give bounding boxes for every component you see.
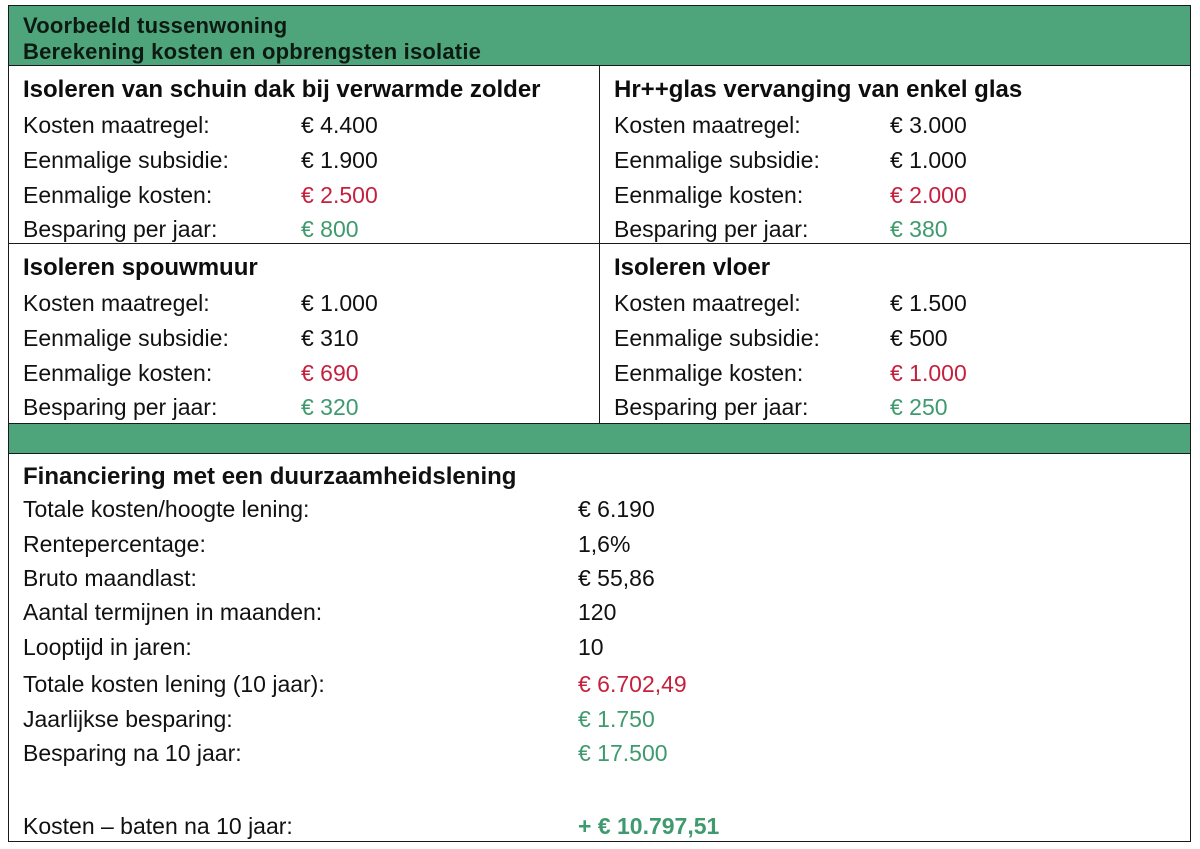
calculation-table <box>8 5 1191 842</box>
row-value: € 1.000 <box>890 147 967 173</box>
financing-row <box>23 671 1123 701</box>
financing-row <box>23 496 1123 526</box>
measure-title: Isoleren vloer <box>614 254 771 281</box>
measure-cavity-wall <box>9 244 600 423</box>
row-value: € 800 <box>301 216 359 242</box>
green-divider-bar <box>9 423 1190 454</box>
row-value: 10 <box>578 634 604 660</box>
row-value: 1,6% <box>578 531 631 557</box>
financing-row <box>23 531 1123 561</box>
row-value: € 17.500 <box>578 740 668 766</box>
row-value: € 380 <box>890 216 948 242</box>
row-value: € 3.000 <box>890 112 967 138</box>
measure-title: Isoleren spouwmuur <box>23 254 258 281</box>
financing-row <box>23 565 1123 595</box>
table-header <box>9 6 1190 66</box>
row-label: Eenmalige subsidie: <box>614 325 820 351</box>
row-label: Eenmalige subsidie: <box>23 147 229 173</box>
row-value: € 1.000 <box>301 290 378 316</box>
financing-row <box>23 634 1123 664</box>
row-label: Eenmalige kosten: <box>614 360 804 386</box>
measure-title: Hr++glas vervanging van enkel glas <box>614 76 1023 103</box>
row-label: Kosten maatregel: <box>614 290 801 316</box>
financing-section <box>9 454 1190 841</box>
measure-glass <box>600 66 1190 244</box>
row-label: Kosten maatregel: <box>23 290 210 316</box>
row-label: Besparing per jaar: <box>614 216 809 242</box>
header-title: Voorbeeld tussenwoning <box>23 13 288 38</box>
row-value: € 320 <box>301 394 359 420</box>
row-label: Eenmalige kosten: <box>23 182 213 208</box>
row-label: Besparing na 10 jaar: <box>23 740 242 766</box>
row-value: € 1.900 <box>301 147 378 173</box>
row-label: Aantal termijnen in maanden: <box>23 599 323 625</box>
row-value: € 6.190 <box>578 496 655 522</box>
financing-row <box>23 740 1123 770</box>
row-label: Bruto maandlast: <box>23 565 197 591</box>
row-label: Jaarlijkse besparing: <box>23 706 233 732</box>
measure-title: Isoleren van schuin dak bij verwarmde zolder <box>23 76 541 103</box>
row-label: Eenmalige subsidie: <box>614 147 820 173</box>
row-label: Eenmalige kosten: <box>614 182 804 208</box>
row-label: Looptijd in jaren: <box>23 634 192 660</box>
financing-title: Financiering met een duurzaamheidslening <box>23 463 517 490</box>
cost-benefit-row <box>23 813 1123 843</box>
row-label: Besparing per jaar: <box>23 394 218 420</box>
row-label: Totale kosten/hoogte lening: <box>23 496 310 522</box>
row-value: € 4.400 <box>301 112 378 138</box>
header-subtitle: Berekening kosten en opbrengsten isolatie <box>23 39 482 64</box>
row-label: Eenmalige kosten: <box>23 360 213 386</box>
row-label: Totale kosten lening (10 jaar): <box>23 671 325 697</box>
row-value: € 1.500 <box>890 290 967 316</box>
row-label: Eenmalige subsidie: <box>23 325 229 351</box>
row-label: Rentepercentage: <box>23 531 206 557</box>
row-value: € 55,86 <box>578 565 655 591</box>
row-value: € 310 <box>301 325 359 351</box>
row-label: Kosten maatregel: <box>23 112 210 138</box>
measure-floor <box>600 244 1190 423</box>
row-value: € 250 <box>890 394 948 420</box>
row-value: € 1.000 <box>890 360 967 386</box>
measures-grid <box>9 66 1190 423</box>
row-value: € 2.500 <box>301 182 378 208</box>
row-value: € 690 <box>301 360 359 386</box>
row-label: Kosten maatregel: <box>614 112 801 138</box>
row-value: 120 <box>578 599 617 625</box>
row-label: Besparing per jaar: <box>614 394 809 420</box>
row-value: € 500 <box>890 325 948 351</box>
measure-roof <box>9 66 600 244</box>
row-value: € 1.750 <box>578 706 655 732</box>
row-value: € 6.702,49 <box>578 671 687 697</box>
row-label: Besparing per jaar: <box>23 216 218 242</box>
financing-row <box>23 599 1123 629</box>
row-value: € 2.000 <box>890 182 967 208</box>
result-value: + € 10.797,51 <box>578 813 720 839</box>
financing-row <box>23 706 1123 736</box>
result-label: Kosten – baten na 10 jaar: <box>23 813 293 839</box>
